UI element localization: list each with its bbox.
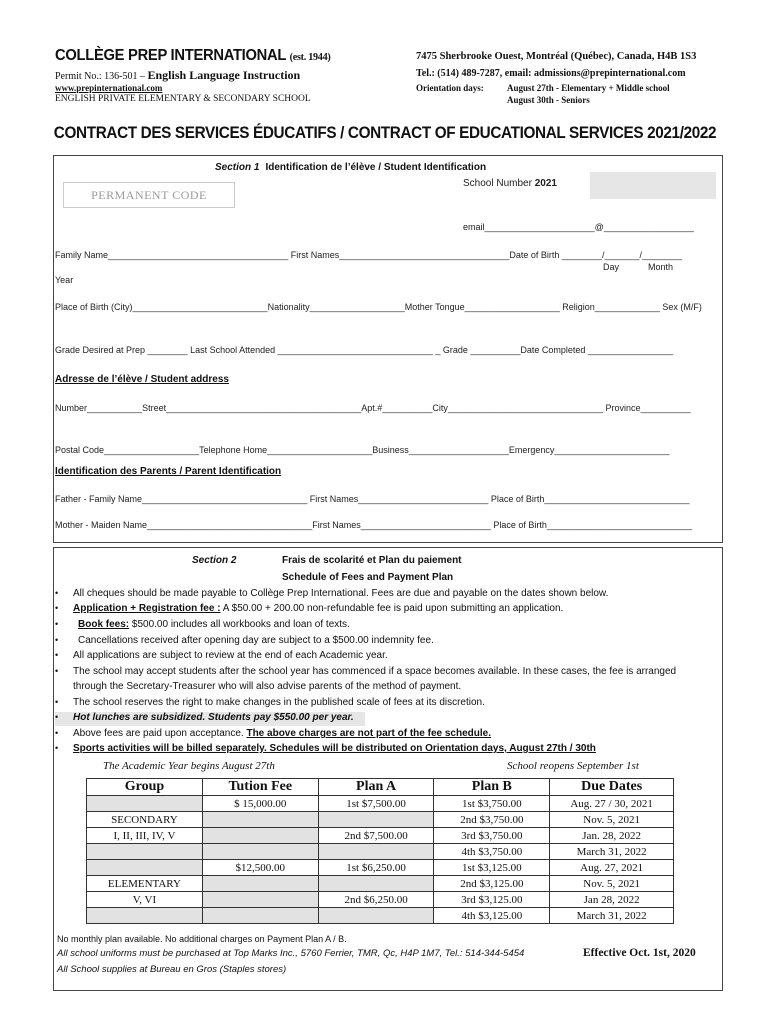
bullet-icon: • [55, 666, 59, 676]
elementary-fee: $12,500.00 [202, 860, 318, 876]
uniforms-note: All school uniforms must be purchased at Top Marks Inc., 5760 Ferrier, TMR, Qc, H4P 1M7, Tel.: 514-344-5454 [57, 948, 525, 959]
secondary-group-name: SECONDARY [87, 812, 203, 828]
table-row [87, 860, 674, 876]
table-row [87, 892, 674, 908]
bullet-icon: • [55, 619, 59, 629]
bullet-icon: • [55, 603, 59, 613]
bullet-icon: • [55, 743, 59, 753]
header-plan-a: Plan A [318, 779, 434, 796]
header-plan-b: Plan B [434, 779, 550, 796]
table-header-row [87, 779, 674, 796]
table-cell [87, 908, 203, 924]
email-field[interactable]: email______________________@__________________ [463, 222, 694, 232]
table-row [87, 844, 674, 860]
elementary-group-name: ELEMENTARY [87, 876, 203, 892]
school-number-label: School Number 2021 [463, 178, 557, 189]
school-type: ENGLISH PRIVATE ELEMENTARY & SECONDARY SCHOOL [55, 94, 311, 104]
secondary-plan-b-1: 1st $3,750.00 [434, 796, 550, 812]
student-address-heading: Adresse de l’élève / Student address [55, 374, 229, 385]
table-row [87, 908, 674, 924]
permit-number: Permit No.: 136-501 – [55, 71, 145, 82]
bullet-icon: • [55, 588, 59, 598]
secondary-plan-b-4: 4th $3,750.00 [434, 844, 550, 860]
secondary-group-grades: I, II, III, IV, V [87, 828, 203, 844]
elementary-plan-b-3: 3rd $3,125.00 [434, 892, 550, 908]
elementary-group-grades: V, VI [87, 892, 203, 908]
bullet-icon: • [55, 650, 59, 660]
elementary-date-1: Aug. 27, 2021 [550, 860, 674, 876]
year-begins: The Academic Year begins August 27th [103, 760, 275, 772]
table-row [87, 796, 674, 812]
secondary-date-1: Aug. 27 / 30, 2021 [550, 796, 674, 812]
table-cell [202, 892, 318, 908]
bullet-icon: • [55, 635, 59, 645]
secondary-fee: $ 15,000.00 [202, 796, 318, 812]
school-year: 2021 [534, 178, 557, 189]
elementary-plan-b-4: 4th $3,125.00 [434, 908, 550, 924]
table-row [87, 876, 674, 892]
address-line[interactable]: Number___________Street_______________________________________Apt.#__________City_______________________________ Province__________ [55, 403, 691, 413]
permit-line [55, 68, 300, 83]
fee-note-cheques: All cheques should be made payable to Collège Prep International. Fees are due and payable on the dates shown below. [73, 588, 609, 599]
fee-note-lunches: Hot lunches are subsidized. Students pay $550.00 per year. [73, 712, 354, 723]
parent-identification-heading: Identification des Parents / Parent Identification [55, 466, 282, 477]
secondary-plan-b-3: 3rd $3,750.00 [434, 828, 550, 844]
secondary-date-2: Nov. 5, 2021 [550, 812, 674, 828]
father-line[interactable]: Father - Family Name_________________________________ First Names__________________________ Place of Birth_____________________________ [55, 494, 690, 504]
day-label: Day [603, 262, 620, 272]
orientation-label: Orientation days: [416, 83, 484, 93]
elementary-plan-b-2: 2nd $3,125.00 [434, 876, 550, 892]
table-cell [202, 812, 318, 828]
table-cell [202, 908, 318, 924]
month-label: Month [648, 262, 674, 272]
school-address: 7475 Sherbrooke Ouest, Montréal (Québec), Canada, H4B 1S3 [416, 51, 697, 62]
secondary-plan-a-2: 2nd $7,500.00 [318, 828, 434, 844]
table-row [87, 828, 674, 844]
table-cell [318, 908, 434, 924]
section2-heading-en: Schedule of Fees and Payment Plan [282, 572, 454, 583]
elementary-plan-a-1: 1st $6,250.00 [318, 860, 434, 876]
orientation-elementary: August 27th - Elementary + Middle school [507, 83, 670, 93]
header-tuition: Tution Fee [202, 779, 318, 796]
no-monthly-note: No monthly plan available. No additional charges on Payment Plan A / B. [57, 934, 347, 944]
orientation-seniors: August 30th - Seniors [507, 95, 590, 105]
mother-line[interactable]: Mother - Maiden Name_________________________________First Names__________________________ Place of Birth_____________________________ [55, 520, 693, 530]
school-number-field[interactable] [590, 172, 716, 199]
website-link[interactable]: www.prepinternational.com [55, 83, 163, 93]
est-year: (est. 1944) [289, 51, 331, 63]
birth-nationality-line[interactable]: Place of Birth (City)___________________________Nationality___________________Mother Tongue___________________ Religion_____________ Sex (M/F) [55, 302, 702, 312]
secondary-date-4: March 31, 2022 [550, 844, 674, 860]
section2-heading-fr: Frais de scolarité et Plan du paiement [282, 555, 462, 566]
elementary-date-3: Jan 28, 2022 [550, 892, 674, 908]
header-due-dates: Due Dates [550, 779, 674, 796]
bullet-icon: • [55, 712, 59, 722]
grade-line[interactable]: Grade Desired at Prep ________ Last School Attended _______________________________ _ Grade __________Date Completed _________________ [55, 345, 674, 355]
fee-note-changes: The school reserves the right to make changes in the published scale of fees at its discretion. [73, 697, 485, 708]
fee-note-books: Book fees: $500.00 includes all workbooks and loan of texts. [78, 619, 350, 630]
table-cell [202, 876, 318, 892]
fee-note-acceptance: Above fees are paid upon acceptance. The above charges are not part of the fee schedule. [73, 728, 491, 739]
school-name: COLLÈGE PREP INTERNATIONAL (est. 1944) [55, 47, 331, 64]
school-reopens: School reopens September 1st [507, 760, 639, 772]
family-name-line[interactable]: Family Name____________________________________ First Names__________________________________Date of Birth ________/_______/________ [55, 250, 683, 260]
language-instruction: English Language Instruction [147, 68, 301, 82]
elementary-date-4: March 31, 2022 [550, 908, 674, 924]
supplies-note: All School supplies at Bureau en Gros (Staples stores) [57, 964, 287, 975]
table-cell [318, 876, 434, 892]
page-title: CONTRACT DES SERVICES ÉDUCATIFS / CONTRACT OF EDUCATIONAL SERVICES 2021/2022 [53, 123, 717, 142]
table-cell [87, 860, 203, 876]
table-row [87, 812, 674, 828]
elementary-plan-a-2: 2nd $6,250.00 [318, 892, 434, 908]
fee-note-late-accept-1: The school may accept students after the school year has commenced if a space becomes available. In these cases, the fee is arranged [73, 666, 677, 677]
table-cell [318, 812, 434, 828]
fee-note-review: All applications are subject to review at the end of each Academic year. [73, 650, 388, 661]
section2-label: Section 2 [192, 555, 237, 566]
section1-heading: Section 1 Identification de l’élève / Student Identification [215, 162, 487, 173]
secondary-plan-a-1: 1st $7,500.00 [318, 796, 434, 812]
fee-note-registration: Application + Registration fee : A $50.00 + 200.00 non-refundable fee is paid upon submitting an application. [73, 603, 564, 614]
table-cell [87, 796, 203, 812]
contact-info: Tel.: (514) 489-7287, email: admissions@prepinternational.com [416, 68, 686, 79]
header-group: Group [87, 779, 203, 796]
fee-note-late-accept-2: through the Secretary-Treasurer who will also advise parents of the method of payment. [73, 681, 462, 692]
section1-label: Section 1 [215, 162, 260, 173]
permanent-code-field[interactable]: PERMANENT CODE [63, 182, 235, 208]
table-cell [202, 828, 318, 844]
fee-table [86, 778, 674, 924]
table-cell [318, 844, 434, 860]
year-label: Year [55, 275, 74, 285]
table-cell [202, 844, 318, 860]
table-cell [87, 844, 203, 860]
bullet-icon: • [55, 697, 59, 707]
secondary-date-3: Jan. 28, 2022 [550, 828, 674, 844]
fee-note-cancellations: Cancellations received after opening day are subject to a $500.00 indemnity fee. [78, 635, 434, 646]
bullet-icon: • [55, 728, 59, 738]
elementary-date-2: Nov. 5, 2021 [550, 876, 674, 892]
phone-line[interactable]: Postal Code___________________Telephone Home_____________________Business____________________Emergency_______________________ [55, 445, 670, 455]
elementary-plan-b-1: 1st $3,125.00 [434, 860, 550, 876]
effective-date: Effective Oct. 1st, 2020 [583, 947, 696, 959]
secondary-plan-b-2: 2nd $3,750.00 [434, 812, 550, 828]
fee-note-sports: Sports activities will be billed separately. Schedules will be distributed on Orientation days, August 27th / 30th [73, 743, 596, 754]
